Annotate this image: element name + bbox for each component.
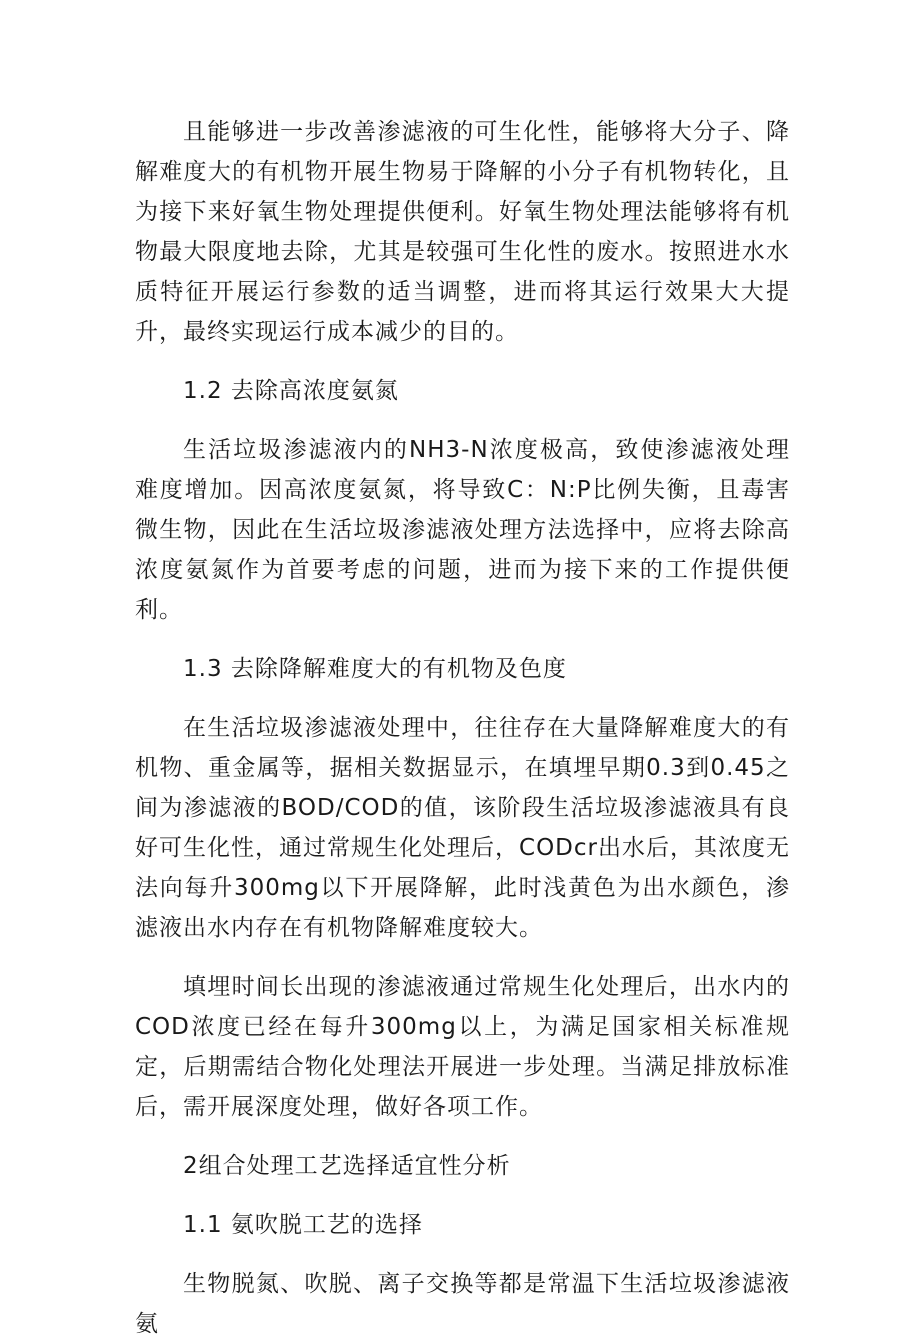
document-body (135, 112, 790, 1344)
section-heading-2: 2组合处理工艺选择适宜性分析 (183, 1153, 511, 1179)
paragraph-4: 填埋时间长出现的渗滤液通过常规生化处理后，出水内的COD浓度已经在每升300mg以上，为满足国家相关标准规定，后期需结合物化处理法开展进一步处理。当满足排放标准后，需开展深度处理，做好各项工作。 (135, 974, 790, 1120)
section-heading-1-2: 1.2 去除高浓度氨氮 (183, 378, 399, 404)
paragraph-5: 生物脱氮、吹脱、离子交换等都是常温下生活垃圾渗滤液氨 (135, 1271, 790, 1337)
paragraph-2: 生活垃圾渗滤液内的NH3-N浓度极高，致使渗滤液处理难度增加。因高浓度氨氮，将导致C：N:P比例失衡，且毒害微生物，因此在生活垃圾渗滤液处理方法选择中，应将去除高浓度氨氮作为首要考虑的问题，进而为接下来的工作提供便利。 (135, 437, 790, 623)
section-heading-2-1: 1.1 氨吹脱工艺的选择 (183, 1212, 423, 1238)
section-heading-1-3: 1.3 去除降解难度大的有机物及色度 (183, 656, 567, 682)
paragraph-1: 且能够进一步改善渗滤液的可生化性，能够将大分子、降解难度大的有机物开展生物易于降解的小分子有机物转化，且为接下来好氧生物处理提供便利。好氧生物处理法能够将有机物最大限度地去除，尤其是较强可生化性的废水。按照进水水质特征开展运行参数的适当调整，进而将其运行效果大大提升，最终实现运行成本减少的目的。 (135, 119, 790, 345)
paragraph-3: 在生活垃圾渗滤液处理中，往往存在大量降解难度大的有机物、重金属等，据相关数据显示，在填埋早期0.3到0.45之间为渗滤液的BOD/COD的值，该阶段生活垃圾渗滤液具有良好可生化性，通过常规生化处理后，CODcr出水后，其浓度无法向每升300mg以下开展降解，此时浅黄色为出水颜色，渗滤液出水内存在有机物降解难度较大。 (135, 715, 790, 941)
